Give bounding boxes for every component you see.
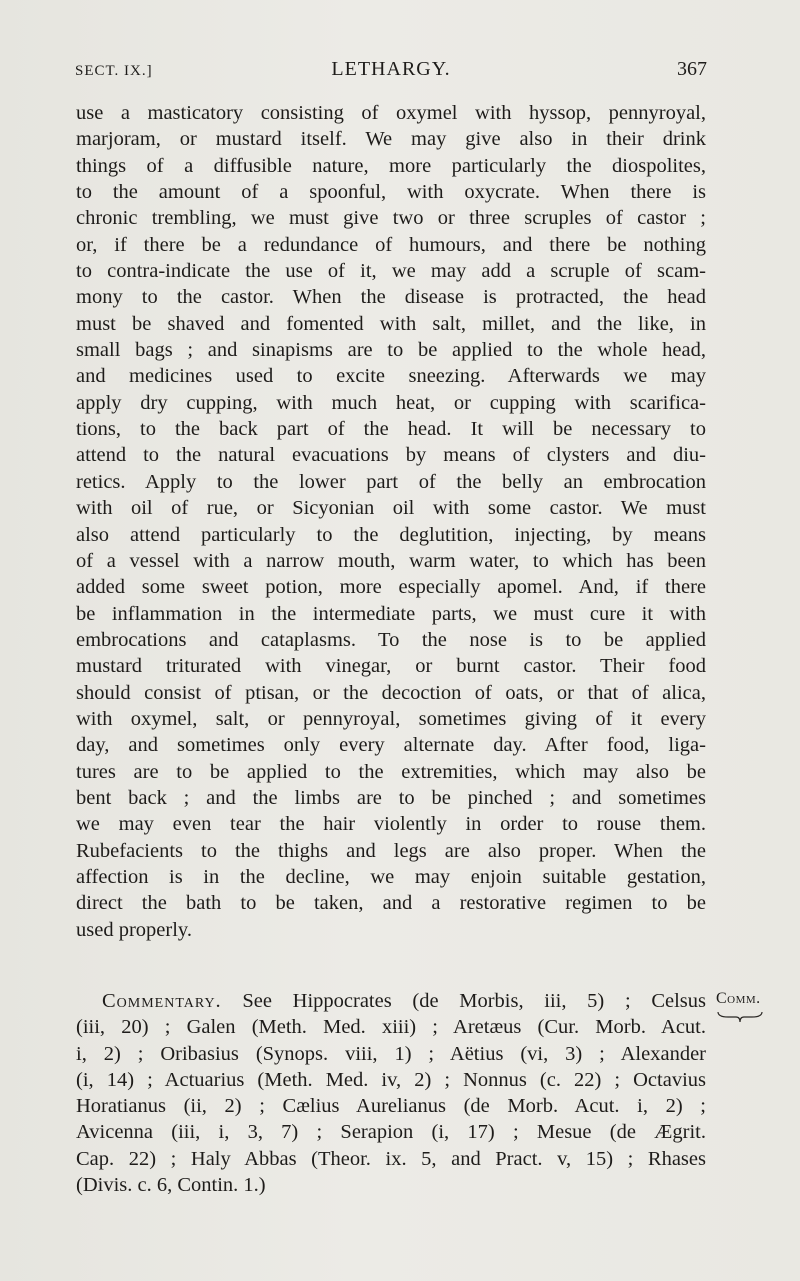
commentary-paragraph: [76, 988, 706, 1198]
commentary-line: i, 2) ; Oribasius (Synops. viii, 1) ; Aëtius (vi, 3) ; Alexander: [76, 1042, 706, 1065]
text-line: and medicines used to excite sneezing. Afterwards we may: [76, 365, 706, 388]
commentary-line: (Divis. c. 6, Contin. 1.): [76, 1174, 266, 1197]
text-line: embrocations and cataplasms. To the nose is to be applied: [76, 628, 706, 651]
text-line: we may even tear the hair violently in order to rouse them.: [76, 813, 706, 836]
commentary-label: Commentary.: [102, 990, 222, 1012]
page-title: LETHARGY.: [331, 58, 451, 80]
commentary-line: Avicenna (iii, i, 3, 7) ; Serapion (i, 17) ; Mesue (de Ægrit.: [76, 1121, 706, 1144]
text-line: tures are to be applied to the extremities, which may also be: [76, 760, 706, 783]
text-line: be inflammation in the intermediate parts, we must cure it with: [76, 602, 706, 625]
text-line: to contra-indicate the use of it, we may add a scruple of scam-: [76, 260, 706, 283]
text-line: with oil of rue, or Sicyonian oil with some castor. We must: [76, 497, 706, 520]
text-line: with oxymel, salt, or pennyroyal, sometimes giving of it every: [76, 707, 706, 730]
commentary-line: Horatianus (ii, 2) ; Cælius Aurelianus (de Morb. Acut. i, 2) ;: [76, 1095, 706, 1118]
text-line: of a vessel with a narrow mouth, warm water, to which has been: [76, 549, 706, 572]
commentary-line: Cap. 22) ; Haly Abbas (Theor. ix. 5, and Pract. v, 15) ; Rhases: [76, 1147, 706, 1170]
text-line: direct the bath to be taken, and a restorative regimen to be: [76, 892, 706, 915]
text-line: retics. Apply to the lower part of the belly an embrocation: [76, 470, 706, 493]
text-line: apply dry cupping, with much heat, or cupping with scarifica-: [76, 391, 706, 414]
text-line: Rubefacients to the thighs and legs are also proper. When the: [76, 839, 706, 862]
margin-note: Comm.: [716, 990, 761, 1007]
text-line: mustard triturated with vinegar, or burnt castor. Their food: [76, 655, 706, 678]
text-line: use a masticatory consisting of oxymel with hyssop, pennyroyal,: [76, 102, 706, 124]
text-line: small bags ; and sinapisms are to be applied to the whole head,: [76, 339, 706, 362]
margin-brace-icon: [716, 1010, 764, 1024]
text-line: or, if there be a redundance of humours, and there be nothing: [76, 233, 706, 256]
text-line: things of a diffusible nature, more particularly the diospolites,: [76, 154, 706, 177]
page-number: 367: [677, 58, 707, 80]
commentary-first-line: [76, 988, 706, 1014]
text-line: affection is in the decline, we may enjoin suitable gestation,: [76, 865, 706, 888]
section-label: SECT. IX.]: [75, 63, 153, 79]
text-line: to the amount of a spoonful, with oxycrate. When there is: [76, 181, 706, 204]
text-line: bent back ; and the limbs are to be pinched ; and sometimes: [76, 786, 706, 809]
text-line: used properly.: [76, 918, 192, 941]
text-line: tions, to the back part of the head. It will be necessary to: [76, 418, 706, 441]
commentary-first-text: See Hippocrates (de Morbis, iii, 5) ; Celsus: [242, 990, 706, 1012]
text-line: attend to the natural evacuations by means of clysters and diu-: [76, 444, 706, 467]
text-line: mony to the castor. When the disease is protracted, the head: [76, 286, 706, 309]
text-line: also attend particularly to the deglutition, injecting, by means: [76, 523, 706, 546]
main-paragraph: [76, 100, 706, 943]
commentary-line: (i, 14) ; Actuarius (Meth. Med. iv, 2) ; Nonnus (c. 22) ; Octavius: [76, 1068, 706, 1091]
text-line: must be shaved and fomented with salt, millet, and the like, in: [76, 312, 706, 335]
text-line: added some sweet potion, more especially apomel. And, if there: [76, 576, 706, 599]
running-header: [75, 58, 707, 86]
text-line: marjoram, or mustard itself. We may give also in their drink: [76, 128, 706, 151]
text-line: chronic trembling, we must give two or three scruples of castor ;: [76, 207, 706, 230]
text-line: should consist of ptisan, or the decoction of oats, or that of alica,: [76, 681, 706, 704]
text-line: day, and sometimes only every alternate day. After food, liga-: [76, 734, 706, 757]
commentary-line: (iii, 20) ; Galen (Meth. Med. xiii) ; Aretæus (Cur. Morb. Acut.: [76, 1016, 706, 1039]
